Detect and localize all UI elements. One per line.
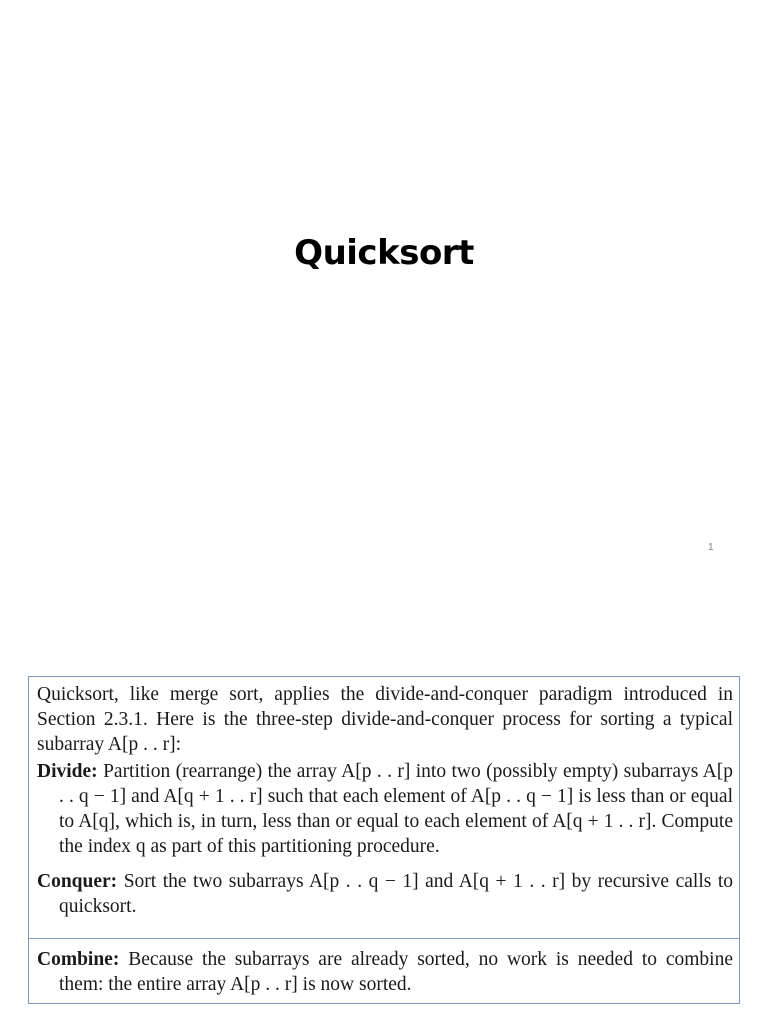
excerpt-lower-section [29, 939, 739, 1003]
textbook-excerpt [28, 676, 740, 1004]
page-number: 1 [708, 542, 714, 553]
conquer-text: Sort the two subarrays A[p . . q − 1] and A[q + 1 . . r] by recursive calls to quicksort. [59, 871, 734, 917]
slide-title: Quicksort [294, 233, 474, 273]
divide-step [37, 759, 733, 859]
conquer-step [37, 869, 733, 919]
excerpt-upper-section [29, 677, 739, 939]
divide-text: Partition (rearrange) the array A[p . . r] into two (possibly empty) subarrays A[p . . q − 1] and A[q + 1 . . r] such that each element of A[p . . q − 1] is less than or equal to A[q], which is, in turn, less than or equal to each element of A[q + 1 . . r]. Compute the index q as part of this partitioning procedure. [59, 761, 733, 857]
divide-term: Divide: [37, 761, 98, 782]
conquer-term: Conquer: [37, 871, 118, 892]
combine-step [37, 947, 733, 997]
combine-text: Because the subarrays are already sorted, no work is needed to combine them: the entire array A[p . . r] is now sorted. [59, 949, 733, 995]
intro-paragraph: Quicksort, like merge sort, applies the divide-and-conquer paradigm introduced in Section 2.3.1. Here is the three-step divide-and-conquer process for sorting a typical subarray A[p . . r]: [37, 684, 733, 755]
combine-term: Combine: [37, 949, 120, 970]
